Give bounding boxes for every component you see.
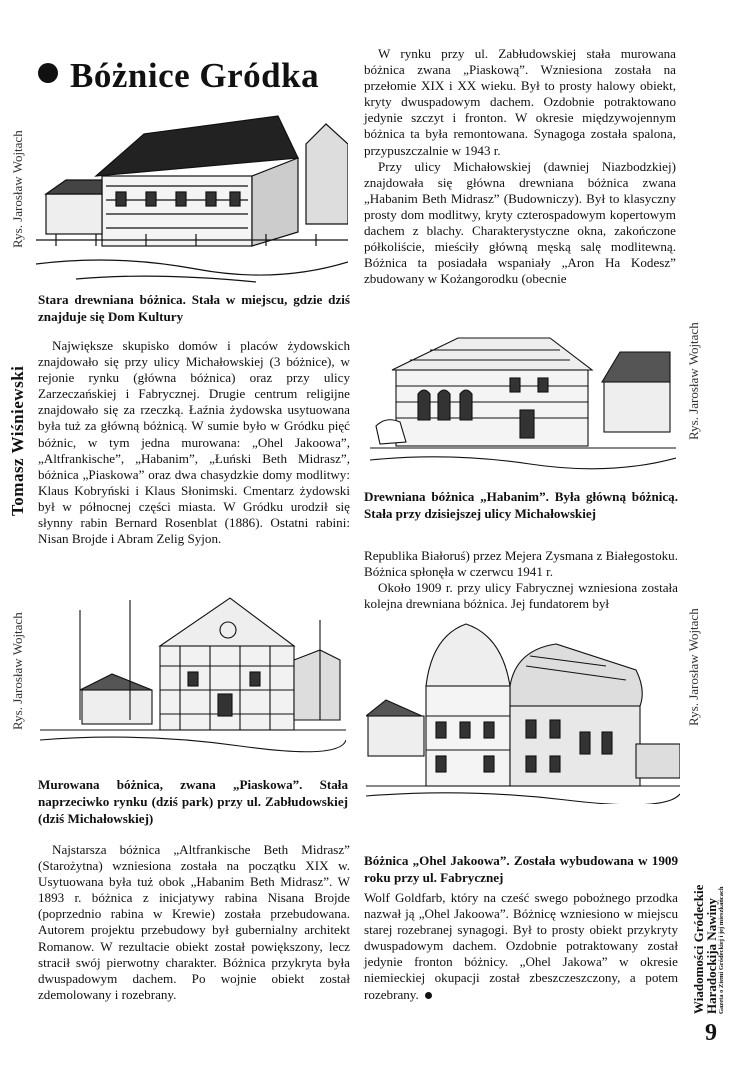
masthead-tagline: Gazeta o Ziemi Gródeckiej i jej mieszkańcach [718, 886, 725, 1014]
masthead [692, 885, 725, 1014]
caption-ohel-jakoowa-synagogue: Bóżnica „Ohel Jakoowa”. Została wybudowana w 1909 roku przy ul. Fabrycznej [364, 853, 678, 885]
article-text-right-1: W rynku przy ul. Zabłudowskiej stała murowana bóżnica zwana „Piaskową”. Wzniesiona została na przełomie XIX i XX wieku. Był to prosty halowy obiekt, kryty dwuspadowym dachem. Ozdobnie potraktowano jedynie szczyt i fronton. W okresie międzywojennym bóżnica ta była remontowana. Synagoga została spalona, przypuszczalnie w 1943 r. Przy ulicy Michałowskiej (dawniej Niazbodzkiej) znajdowała się główna drewniana bóżnica zwana „Habanim Beth Midrasz” (Budowniczy). Był to klasyczny prosty dom modlitwy, kryty czterospadowym kopertowym dachem z blachy. Charakterystyczne okna, zakończone półkoliście, mieściły główną męską salę modlitewną. Bóżnica ta posiadała wspaniały „Aron Ha Kodesz” zbudowany w Kożangorodku (obecnie [364, 46, 676, 287]
article-text-left-2: Najstarsza bóżnica „Altfrankische Beth Midrasz” (Starożytna) wzniesiona została na początku XIX w. Usytuowana była tuż obok „Habanim Beth Midrasz”. W 1893 r. bóżnica z inicjatywy rabina Nisana Brojde (poprzednio rabina w Krewie) została przebudowana. Autorem projektu przebudowy był gubernialny architekt Romanow. W rezultacie obiekt został powiększony, lecz stracił swój pierwotny charakter. Bóżnica przykryta była dwuspadowym dachem. Po wojnie obiekt został zdemolowany i rozebrany. [38, 842, 350, 1002]
illustration-credit: Rys. Jarosław Wojtach [10, 130, 25, 248]
caption-piaskowa-synagogue: Murowana bóżnica, zwana „Piaskowa”. Stała naprzeciwko rynku (dziś park) przy ul. Zabłudowskiej (dziś Michałowskiej) [38, 777, 348, 826]
caption-habanim-synagogue: Drewniana bóżnica „Habanim”. Była główną bóżnicą. Stała przy dzisiejszej ulicy Michałowskiej [364, 489, 678, 521]
illustration-habanim-synagogue [370, 330, 676, 476]
illustration-credit: Rys. Jarosław Wojtach [686, 608, 701, 726]
bullet-icon [38, 63, 58, 83]
article-text-right-3: Wolf Goldfarb, który na cześć swego pobożnego przodka nazwał ją „Ohel Jakoowa”. Bóżnicę wzniesiono w miejscu starej rozebranej synagogi. Był to prosty obiekt przykryty dwuspadowym dachem. Ozdobnie potraktowany został jedynie fronton bóżnicy. „Ohel Jakowa” w okresie niemieckiej okupacji został zbeszczeszczony, a potem rozebrany. [364, 890, 678, 1002]
caption-old-wooden-synagogue: Stara drewniana bóżnica. Stała w miejscu, gdzie dziś znajduje się Dom Kultury [38, 292, 350, 324]
author-name: Tomasz Wiśniewski [8, 365, 27, 516]
page-number: 9 [705, 1020, 717, 1046]
masthead-title: Wiadomości Gródeckie [691, 884, 706, 1014]
illustration-ohel-jakoowa-synagogue [366, 616, 680, 804]
illustration-credit: Rys. Jarosław Wojtach [10, 612, 25, 730]
illustration-old-wooden-synagogue [36, 104, 348, 288]
illustration-credit: Rys. Jarosław Wojtach [686, 322, 701, 440]
illustration-piaskowa-synagogue [40, 590, 346, 766]
article-text-right-2: Republika Białoruś) przez Mejera Zysmana z Białegostoku. Bóżnica spłonęła w czerwcu 1941 r. Około 1909 r. przy ulicy Fabrycznej wzniesiona została kolejna drewniana bóżnica. Jej fundatorem był [364, 548, 678, 612]
page-title: Bóżnice Gródka [38, 56, 319, 96]
article-text-left-1: Największe skupisko domów i placów żydowskich znajdowało się przy ulicy Michałowskiej (3 bóżnice), w rejonie rynku (główna bóżnica) oraz przy ulicy Zarzeczańskiej i Fabrycznej. Drugie centrum religijne znajdowało się za rzeczką. Łaźnia żydowska usytuowana była tuż za główną bóżnicą. W sumie było w Gródku pięć bóżnic, w tym jedna murowana: „Ohel Jakoowa”, „Altfrankische”, „Habanim”, „Łuński Beth Midrasz”, bóżnica „Piaskowa” oraz dwa chasydzkie domy modlitwy: Klaus Kobryński i Klaus Słonimski. Cmentarz żydowski był w północnej części miasta. W Gródku urodził się słynny rabin Bernard Rosenblat (1886). Ostatni rabini: Nisan Brojde i Abram Zelig Syjon. [38, 338, 350, 547]
masthead-subtitle: Haradockija Nawiny [704, 898, 719, 1014]
end-mark-icon [425, 992, 432, 999]
